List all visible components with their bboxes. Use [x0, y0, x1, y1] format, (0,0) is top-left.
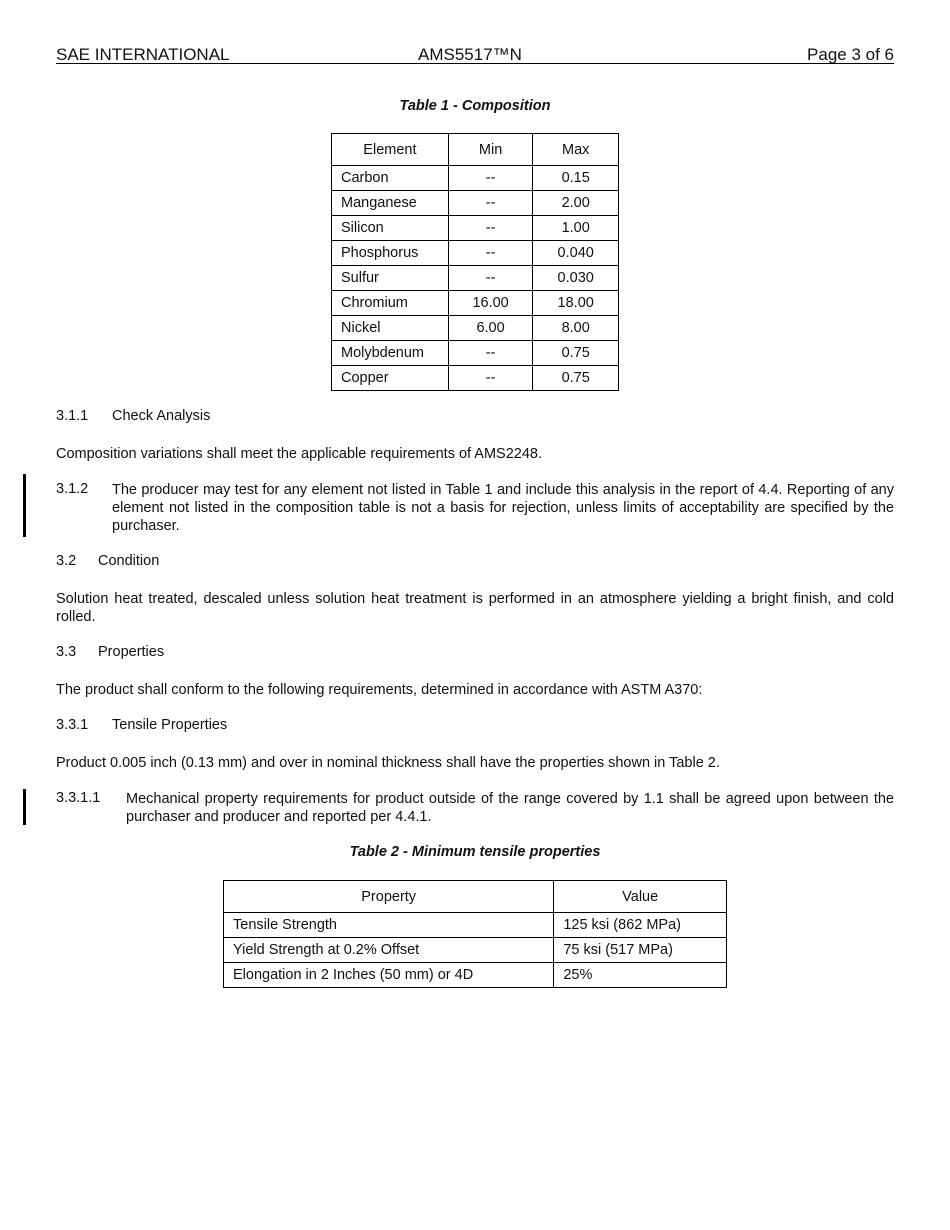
- col-header-min: Min: [448, 134, 533, 166]
- section-number-3-3-1: 3.3.1: [56, 717, 89, 733]
- tensile-properties-text: Product 0.005 inch (0.13 mm) and over in nominal thickness shall have the properties shown in Table 2.: [56, 755, 720, 771]
- header-doc-number: AMS5517™N: [418, 45, 522, 64]
- cell-min: --: [448, 341, 533, 366]
- table-row: [332, 291, 619, 316]
- condition-text: Solution heat treated, descaled unless solution heat treatment is performed in an atmosphere yielding a bright finish, and cold rolled.: [56, 591, 894, 625]
- table-row: [224, 913, 727, 938]
- cell-min: 16.00: [448, 291, 533, 316]
- table2-caption: Table 2 - Minimum tensile properties: [349, 844, 601, 860]
- header-org: SAE INTERNATIONAL: [56, 45, 230, 64]
- table-row: [332, 216, 619, 241]
- cell-element: Nickel: [332, 316, 449, 341]
- header-page-number: Page 3 of 6: [807, 45, 894, 64]
- cell-min: 6.00: [448, 316, 533, 341]
- table-row: [332, 166, 619, 191]
- table-row: [224, 938, 727, 963]
- section-number-3-1-2: 3.1.2: [56, 481, 89, 497]
- section-number-3-1-1: 3.1.1: [56, 408, 89, 424]
- col-header-property: Property: [224, 881, 554, 913]
- cell-max: 8.00: [533, 316, 619, 341]
- cell-value: 25%: [554, 963, 727, 988]
- table-row: [224, 963, 727, 988]
- table-row: [332, 191, 619, 216]
- section-title-properties: Properties: [98, 644, 165, 660]
- properties-text: The product shall conform to the following requirements, determined in accordance with ASTM A370:: [56, 682, 703, 698]
- cell-element: Copper: [332, 366, 449, 391]
- table1-caption: Table 1 - Composition: [399, 98, 551, 114]
- section-number-3-2: 3.2: [56, 553, 77, 569]
- col-header-max: Max: [533, 134, 619, 166]
- check-analysis-text: Composition variations shall meet the applicable requirements of AMS2248.: [56, 446, 543, 462]
- cell-max: 18.00: [533, 291, 619, 316]
- cell-max: 0.15: [533, 166, 619, 191]
- cell-max: 0.75: [533, 366, 619, 391]
- cell-max: 2.00: [533, 191, 619, 216]
- cell-max: 0.040: [533, 241, 619, 266]
- cell-element: Chromium: [332, 291, 449, 316]
- cell-min: --: [448, 166, 533, 191]
- revision-bar: [23, 474, 26, 537]
- section-title-check-analysis: Check Analysis: [112, 408, 211, 424]
- cell-value: 125 ksi (862 MPa): [554, 913, 727, 938]
- cell-min: --: [448, 366, 533, 391]
- cell-value: 75 ksi (517 MPa): [554, 938, 727, 963]
- cell-max: 0.030: [533, 266, 619, 291]
- cell-element: Phosphorus: [332, 241, 449, 266]
- cell-min: --: [448, 241, 533, 266]
- cell-property: Tensile Strength: [224, 913, 554, 938]
- tensile-properties-table: [223, 880, 727, 988]
- table-row: [332, 341, 619, 366]
- cell-min: --: [448, 266, 533, 291]
- section-number-3-3-1-1: 3.3.1.1: [56, 790, 101, 806]
- table-row: [332, 366, 619, 391]
- section-3-1-2-text: The producer may test for any element not listed in Table 1 and include this analysis in the report of 4.4. Reporting of any element not listed in the composition table is not a basis for rejection, unless limits of acceptability are specified by the purchaser.: [112, 482, 894, 534]
- table-row: [332, 316, 619, 341]
- cell-element: Manganese: [332, 191, 449, 216]
- table-row: [332, 266, 619, 291]
- table-row: [332, 241, 619, 266]
- cell-min: --: [448, 216, 533, 241]
- col-header-value: Value: [554, 881, 727, 913]
- col-header-element: Element: [332, 134, 449, 166]
- section-title-tensile-properties: Tensile Properties: [112, 717, 228, 733]
- cell-element: Carbon: [332, 166, 449, 191]
- header-rule: [56, 63, 894, 64]
- cell-element: Sulfur: [332, 266, 449, 291]
- table-header-row: [332, 134, 619, 166]
- cell-element: Molybdenum: [332, 341, 449, 366]
- section-3-3-1-1-text: Mechanical property requirements for product outside of the range covered by 1.1 shall be agreed upon between the purchaser and producer and reported per 4.4.1.: [126, 791, 894, 825]
- composition-table: [331, 133, 619, 391]
- table-header-row: [224, 881, 727, 913]
- cell-min: --: [448, 191, 533, 216]
- cell-max: 0.75: [533, 341, 619, 366]
- section-number-3-3: 3.3: [56, 644, 77, 660]
- cell-element: Silicon: [332, 216, 449, 241]
- cell-max: 1.00: [533, 216, 619, 241]
- revision-bar: [23, 789, 26, 825]
- cell-property: Elongation in 2 Inches (50 mm) or 4D: [224, 963, 554, 988]
- section-title-condition: Condition: [98, 553, 160, 569]
- cell-property: Yield Strength at 0.2% Offset: [224, 938, 554, 963]
